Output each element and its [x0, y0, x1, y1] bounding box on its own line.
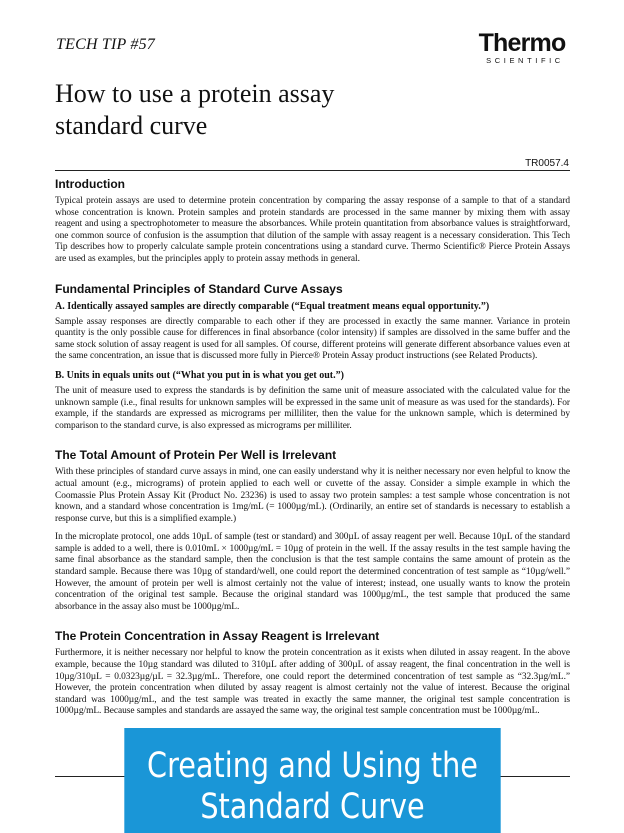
total-amount-paragraph-2: In the microplate protocol, one adds 10µL of sample (test or standard) and 300µL of assay reagent per well. Because 10µL of the standard sample is added to a well, there is 0.010mL × 1000µg/mL = 10µg of protein in the well. If the assay results in the test sample having the same final absorbance as the standard sample, then the conclusion is that the test sample contains the same amount of protein as the standard sample. Because there was 10µg of standard/well, one could report the determined concentration of test sample as “10µg/well.” However, the amount of protein per well is almost certainly not the value of interest; instead, one usually wants to know the protein concentration of the original test sample. Because the original standard was 1000µg/mL, the test sample that produced the same absorbance in the assay also must be 1000µg/mL. — [55, 532, 570, 612]
total-amount-heading: The Total Amount of Protein Per Well is Irrelevant — [55, 448, 337, 463]
section-total-amount — [55, 448, 570, 613]
banner-line-2: Standard Curve — [200, 787, 425, 827]
title-line-1: How to use a protein assay — [55, 79, 335, 108]
introduction-heading: Introduction — [55, 177, 125, 191]
total-amount-paragraph-1: With these principles of standard curve assays in mind, one can easily understand why it is neither necessary nor even helpful to know the actual amount (e.g., micrograms) of protein applied to each well or cuvette of the assay. Consider a simple example in which the Coomassie Plus Protein Assay Kit (Product No. 23236) is used to assay two protein samples: a test sample whose concentration is not known, and a standard whose concentration is 1mg/mL (= 1000µg/mL). (Ordinarily, an entire set of standards is necessary to establish a response curve, but this is a simplified example.) — [55, 467, 570, 524]
section-introduction — [55, 177, 570, 266]
concentration-paragraph: Furthermore, it is neither necessary nor helpful to know the protein concentration as it exists when diluted in assay reagent. In the above example, because the 10µg standard was diluted to 310µL after adding of 300µL of assay reagent, the final concentration in the well is 10µg/310µL = 0.0323µg/µL = 32.3µg/mL. Therefore, one could report the determined concentration of test sample as “32.3µg/mL.” However, the protein concentration when diluted by assay reagent is almost certainly not the value of interest. Because the original standard was 1000µg/mL, and the test sample was treated in exactly the same manner, the original test sample concentration is 1000µg/mL. Because samples and standards are assayed the same way, the original test sample concentration must be 1000µg/mL. — [55, 648, 570, 717]
logo-wordmark: Thermo — [478, 29, 566, 57]
fundamentals-subheading-b: B. Units in equals units out (“What you put in is what you get out.”) — [55, 369, 344, 381]
concentration-heading: The Protein Concentration in Assay Reagent is Irrelevant — [55, 629, 380, 644]
banner-line-1: Creating and Using the — [147, 746, 478, 786]
fundamentals-paragraph-a: Sample assay responses are directly comparable to each other if they are processed in exactly the same manner. Variance in protein quantity is the only possible cause for differences in final absorbance (color intensity) if samples are dissolved in the same buffer and the same stock solution of assay reagent is used for all samples. Of course, different proteins will generate different absorbance values even at the same concentration, an issue that is discussed more fully in Pierce® Protein Assay product instructions (see Related Products). — [55, 316, 570, 362]
section-fundamentals — [55, 282, 570, 433]
fundamentals-heading: Fundamental Principles of Standard Curve Assays — [55, 281, 343, 296]
fundamentals-paragraph-b: The unit of measure used to express the standards is by definition the same unit of measure associated with the calculated value for the unknown sample (i.e., final results for unknown samples will be expressed in the same unit of measure as was used for the standards). For example, if the standards are expressed as micrograms per milliliter, then the value for the unknown sample, which is determined by comparison to the standard curve, is also expressed as micrograms per milliliter. — [55, 385, 570, 431]
header-divider — [55, 170, 570, 171]
section-concentration — [55, 629, 570, 718]
document-body — [55, 177, 570, 725]
title-line-2: standard curve — [55, 111, 208, 140]
thermo-scientific-logo — [468, 30, 576, 66]
document-number: TR0057.4 — [525, 158, 569, 169]
logo-subtitle: SCIENTIFIC — [486, 56, 564, 65]
introduction-paragraph: Typical protein assays are used to determine protein concentration by comparing the assay response of a sample to that of a standard whose concentration is known. Protein samples and protein standards are processed in the same manner by mixing them with assay reagent and using a spectrophotometer to measure the absorbances. While protein quantitation from absorbance values is straightforward, one common source of confusion is the assumption that dilution of the sample with assay reagent is a necessary consideration. This Tech Tip describes how to properly calculate sample protein concentrations using a standard curve. Thermo Scientific® Pierce Protein Assays are used as examples, but the principles apply to protein assay methods in general. — [55, 196, 570, 264]
tech-tip-label: TECH TIP #57 — [56, 36, 156, 53]
caption-banner — [124, 728, 500, 833]
page-title — [55, 78, 435, 142]
fundamentals-subheading-a: A. Identically assayed samples are directly comparable (“Equal treatment means equal opportunity.”) — [55, 300, 490, 312]
